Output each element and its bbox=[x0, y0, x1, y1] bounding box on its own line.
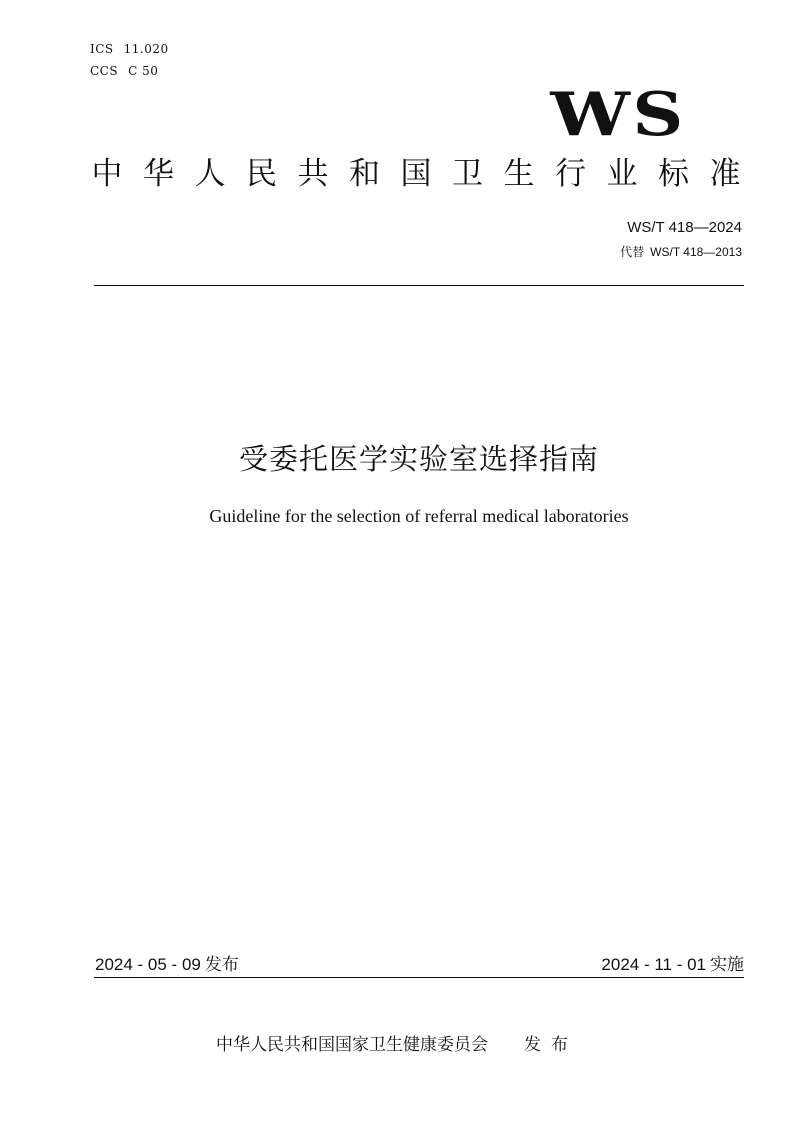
standard-type-char: 准 bbox=[709, 156, 741, 192]
ics-row bbox=[90, 38, 169, 60]
standard-type-char: 共 bbox=[297, 156, 329, 192]
ws-logo: WS bbox=[550, 80, 686, 150]
replaces-line bbox=[620, 244, 742, 260]
ics-code: 11.020 bbox=[123, 42, 169, 56]
issue-date bbox=[95, 954, 239, 976]
standard-type-char: 中 bbox=[91, 156, 123, 192]
implementation-date-value: 2024 - 11 - 01 bbox=[601, 955, 706, 974]
standard-type-heading bbox=[90, 153, 742, 195]
issue-date-value: 2024 - 05 - 09 bbox=[95, 955, 201, 974]
standard-type-char: 生 bbox=[503, 156, 535, 192]
standard-type-char: 人 bbox=[194, 156, 226, 192]
classification-codes bbox=[90, 38, 169, 82]
bottom-divider bbox=[94, 977, 744, 978]
title-english: Guideline for the selection of referral medical laboratories bbox=[209, 506, 629, 526]
top-divider bbox=[94, 285, 744, 286]
issuer-action: 发布 bbox=[524, 1035, 578, 1055]
issuer-name: 中华人民共和国国家卫生健康委员会 bbox=[216, 1035, 488, 1055]
issue-date-label: 发布 bbox=[204, 955, 239, 974]
replaces-label: 代替 bbox=[620, 245, 645, 259]
standard-number: WS/T 418—2024 bbox=[627, 219, 742, 236]
ccs-row bbox=[90, 60, 169, 82]
standard-type-char: 业 bbox=[606, 156, 638, 192]
implementation-date bbox=[601, 954, 744, 976]
ccs-code: C 50 bbox=[128, 64, 159, 78]
title-chinese: 受委托医学实验室选择指南 bbox=[238, 442, 599, 476]
standard-type-char: 行 bbox=[555, 156, 586, 192]
issuer-line bbox=[216, 1033, 578, 1057]
standard-type-char: 和 bbox=[349, 156, 380, 192]
implementation-date-label: 实施 bbox=[710, 955, 744, 974]
ics-label: ICS bbox=[90, 42, 114, 56]
standard-type-char: 国 bbox=[400, 156, 432, 192]
standard-type-char: 华 bbox=[143, 156, 174, 192]
standard-type-char: 标 bbox=[658, 156, 689, 192]
replaces-number: WS/T 418—2013 bbox=[650, 245, 742, 259]
ccs-label: CCS bbox=[90, 64, 119, 78]
standard-type-char: 民 bbox=[246, 156, 277, 192]
standard-type-char: 卫 bbox=[452, 156, 483, 192]
